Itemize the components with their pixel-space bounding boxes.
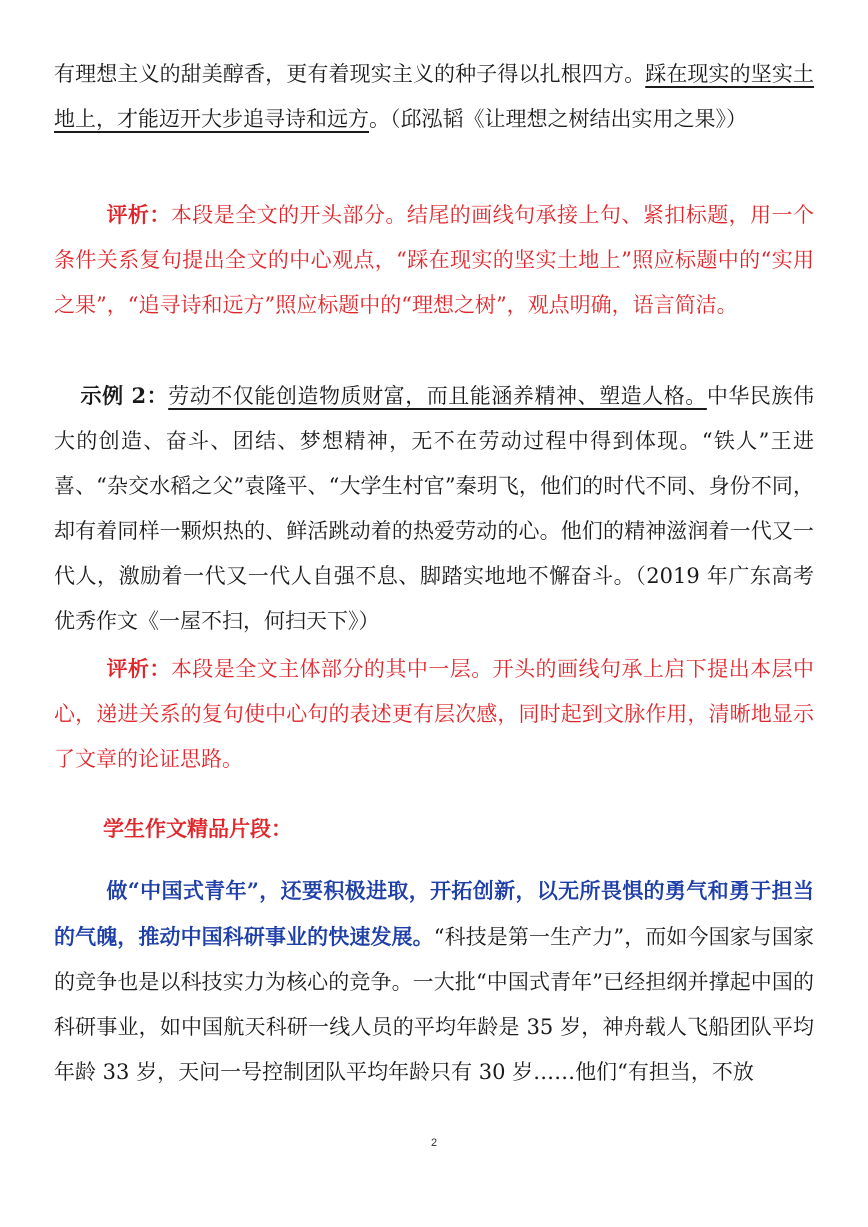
paragraph-analysis1 xyxy=(54,192,814,328)
paragraph-example2 xyxy=(54,373,814,644)
example1-source: 。（邱泓韬《让理想之树结出实用之果》） xyxy=(369,107,747,131)
example1-underlined-sentence: 踩在现实的坚实土地上，才能迈开大步追寻诗和远方 xyxy=(54,62,815,131)
example2-underlined-sentence: 劳动不仅能创造物质财富，而且能涵养精神、塑造人格。 xyxy=(168,384,707,408)
example1-text: 有理想主义的甜美醇香，更有着现实主义的种子得以扎根四方。 xyxy=(54,62,646,86)
analysis2-label: 评析： xyxy=(106,656,171,681)
section-title: 学生作文精品片段： xyxy=(103,816,292,841)
paragraph-student-excerpt xyxy=(54,868,814,1095)
student-text: “科技是第一生产力”，而如今国家与国家的竞争也是以科技实力为核心的竞争。一大批“中国式青年”已经担纲并撑起中国的科研事业，如中国航天科研一线人员的平均年龄是 35 岁，神舟载人飞船团队平均年龄 33 岁，天问一号控制团队平均年龄只有 30 岁……他们“有担当，不放 xyxy=(54,925,814,1084)
example2-text: 中华民族伟大的创造、奋斗、团结、梦想精神，无不在劳动过程中得到体现。“铁人”王进喜、“杂交水稻之父”袁隆平、“大学生村官”秦玥飞，他们的时代不同、身份不同，却有着同样一颗炽热的、鲜活跳动着的热爱劳动的心。他们的精神滋润着一代又一代人，激励着一代又一代人自强不息、脚踏实地地不懈奋斗。（2019 年广东高考优秀作文《一屋不扫，何扫天下》） xyxy=(54,384,815,633)
student-highlight-sentence: 做“中国式青年”，还要积极进取，开拓创新，以无所畏惧的勇气和勇于担当的气魄，推动中国科研事业的快速发展。 xyxy=(54,878,814,949)
paragraph-analysis2 xyxy=(54,646,814,782)
paragraph-example1-end xyxy=(54,52,814,142)
analysis1-label: 评析： xyxy=(106,202,171,227)
analysis2-text: 本段是全文主体部分的其中一层。开头的画线句承上启下提出本层中心，递进关系的复句使中心句的表述更有层次感，同时起到文脉作用，清晰地显示了文章的论证思路。 xyxy=(54,657,815,771)
analysis1-text: 本段是全文的开头部分。结尾的画线句承接上句、紧扣标题，用一个条件关系复句提出全文的中心观点，“踩在现实的坚实土地上”照应标题中的“实用之果”，“追寻诗和远方”照应标题中的“理想之树”，观点明确，语言简洁。 xyxy=(54,203,815,317)
page-number: 2 xyxy=(430,1137,438,1149)
example2-label: 示例 2： xyxy=(80,383,169,408)
